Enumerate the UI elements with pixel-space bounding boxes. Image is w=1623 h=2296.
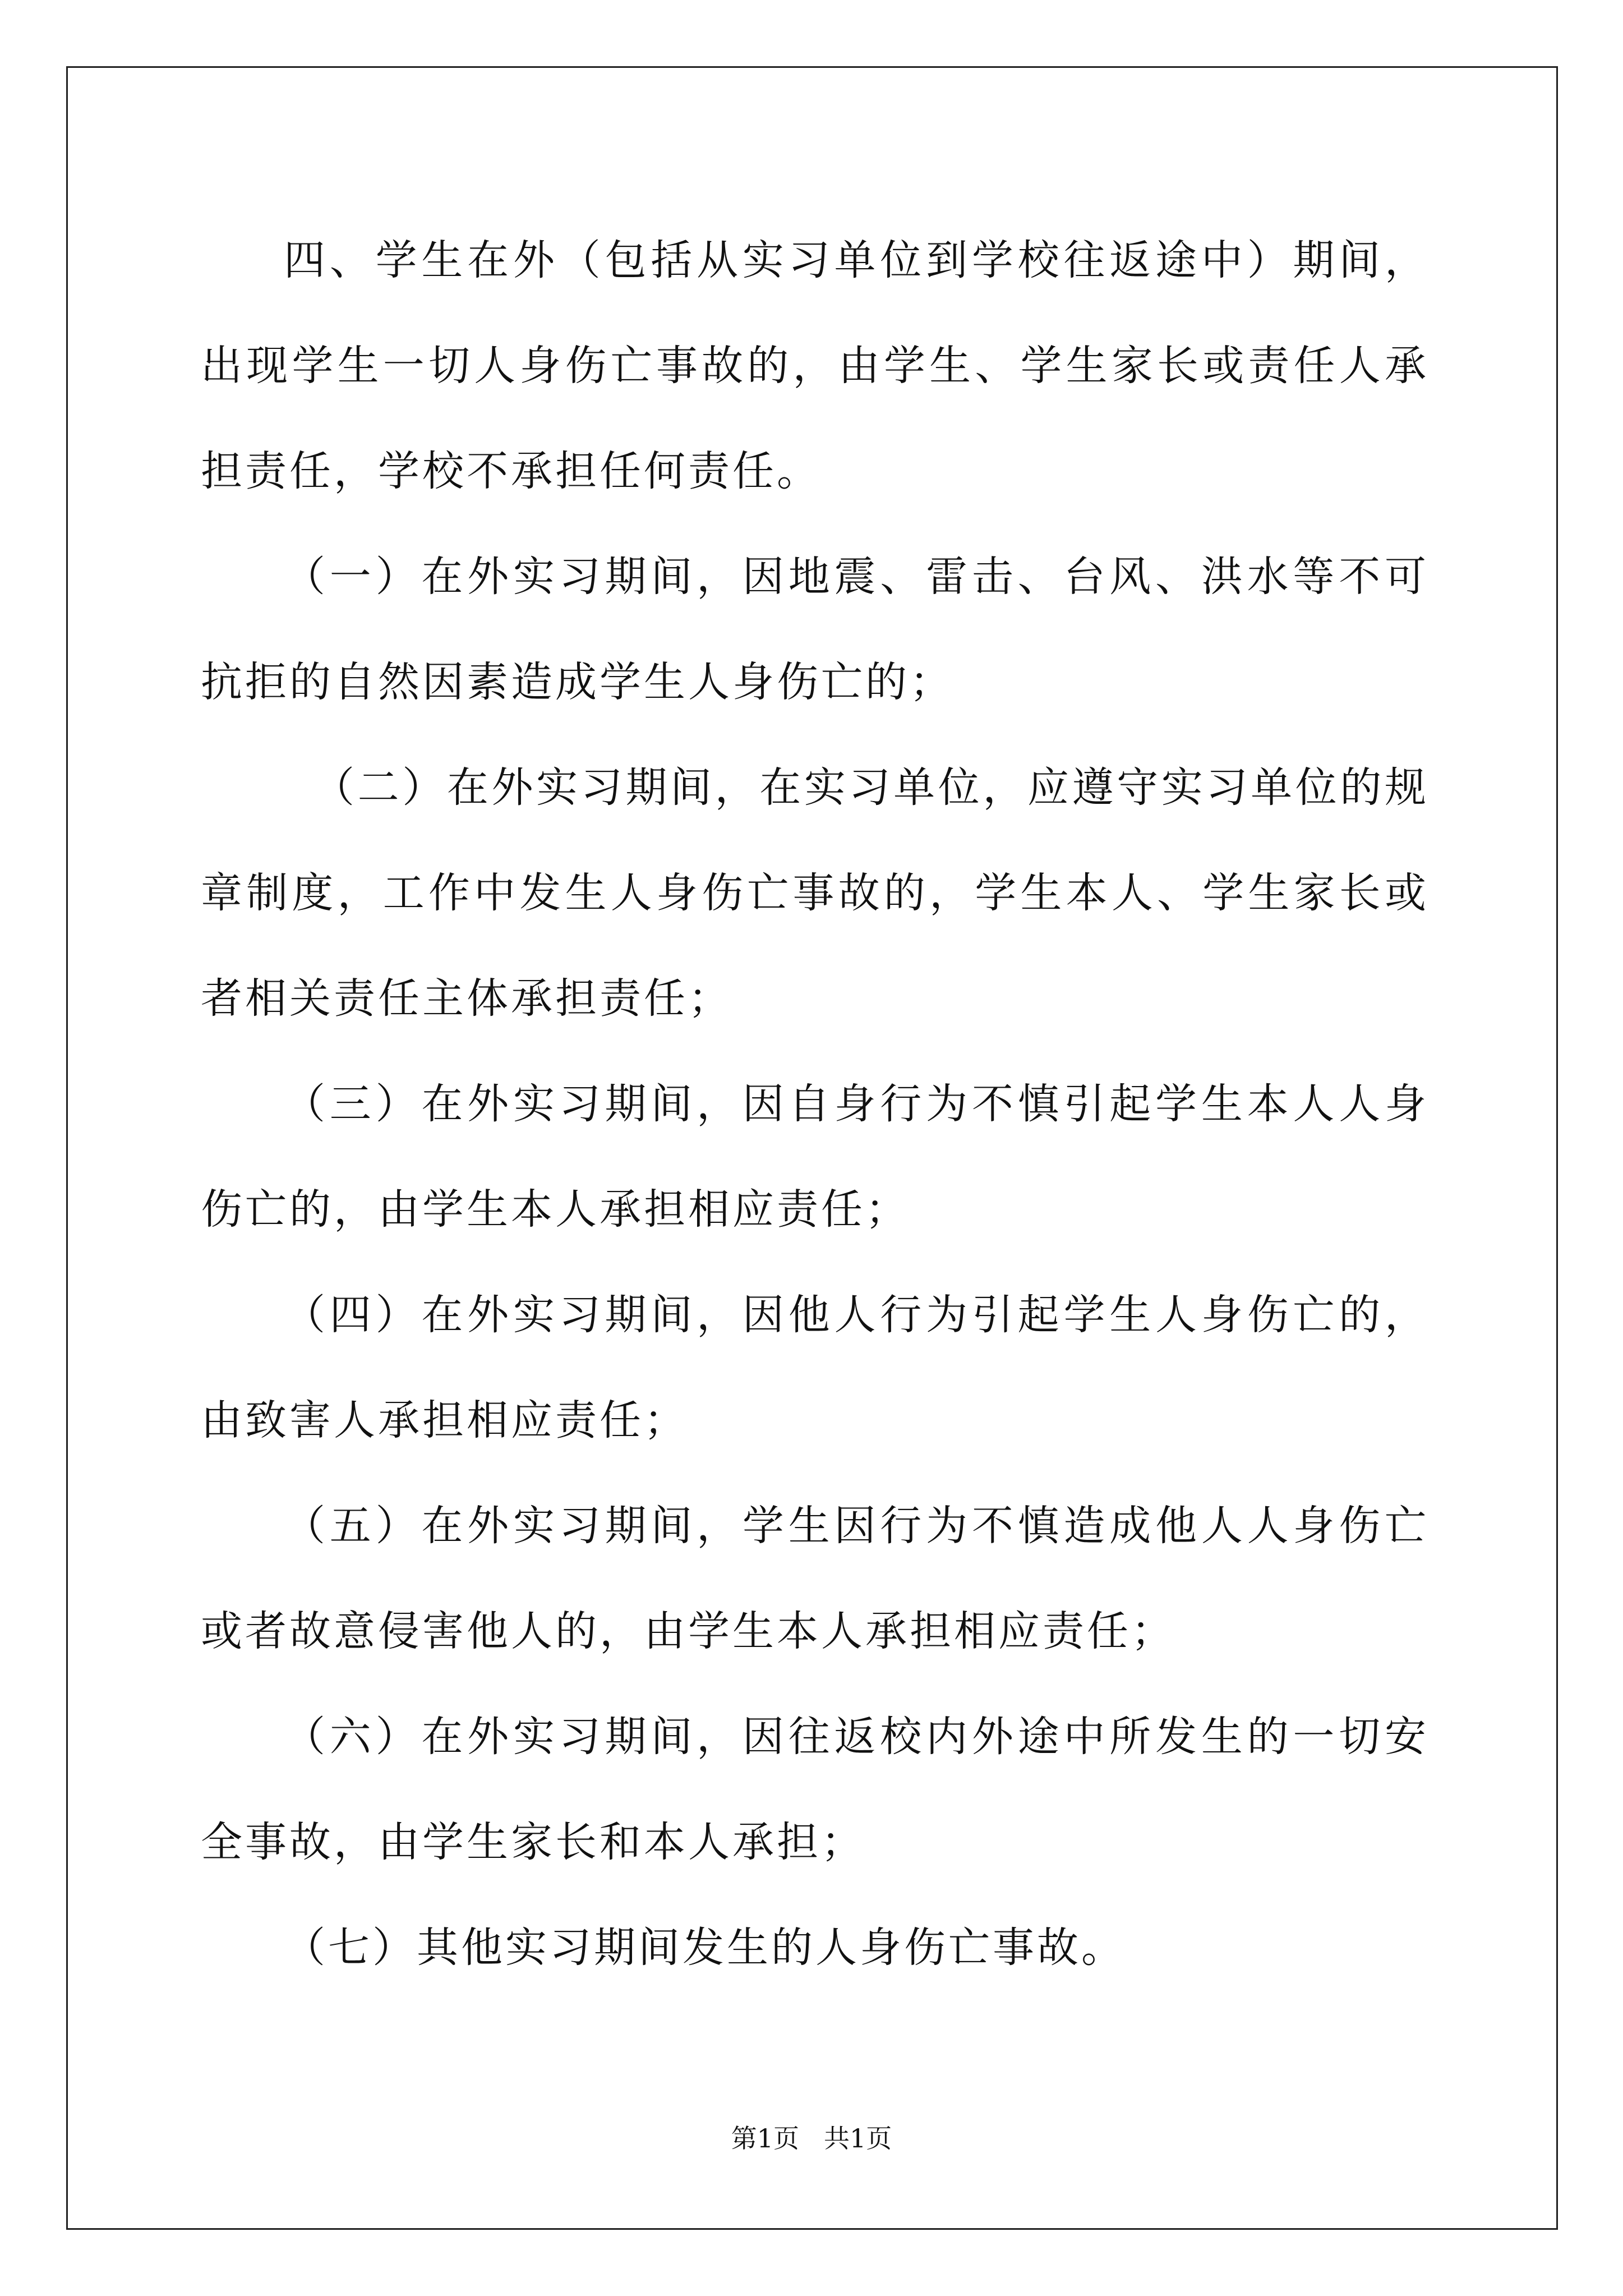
paragraph-liability-intro: 四、学生在外（包括从实习单位到学校往返途中）期间，出现学生一切人身伤亡事故的，由学生、学生家长或责任人承担责任，学校不承担任何责任。: [201, 236, 1429, 495]
paragraph-item-2: （二）在外实习期间，在实习单位，应遵守实习单位的规章制度，工作中发生人身伤亡事故的，学生本人、学生家长或者相关责任主体承担责任；: [201, 763, 1429, 1023]
page-number-current: 第1页: [731, 2123, 799, 2154]
paragraph-item-1: （一）在外实习期间，因地震、雷击、台风、洪水等不可抗拒的自然因素造成学生人身伤亡的；: [201, 553, 1429, 706]
document-body: [201, 208, 1429, 2000]
paragraph-item-5: （五）在外实习期间，学生因行为不慎造成他人人身伤亡或者故意侵害他人的，由学生本人承担相应责任；: [201, 1502, 1429, 1655]
paragraph-item-3: （三）在外实习期间，因自身行为不慎引起学生本人人身伤亡的，由学生本人承担相应责任；: [201, 1080, 1429, 1234]
page-footer: [0, 2122, 1623, 2155]
paragraph-item-7: （七）其他实习期间发生的人身伤亡事故。: [284, 1924, 1126, 1972]
page-number-total: 共1页: [824, 2123, 892, 2154]
paragraph-item-6: （六）在外实习期间，因往返校内外途中所发生的一切安全事故，由学生家长和本人承担；: [201, 1713, 1429, 1866]
paragraph-item-4: （四）在外实习期间，因他人行为引起学生人身伤亡的，由致害人承担相应责任；: [201, 1291, 1429, 1444]
